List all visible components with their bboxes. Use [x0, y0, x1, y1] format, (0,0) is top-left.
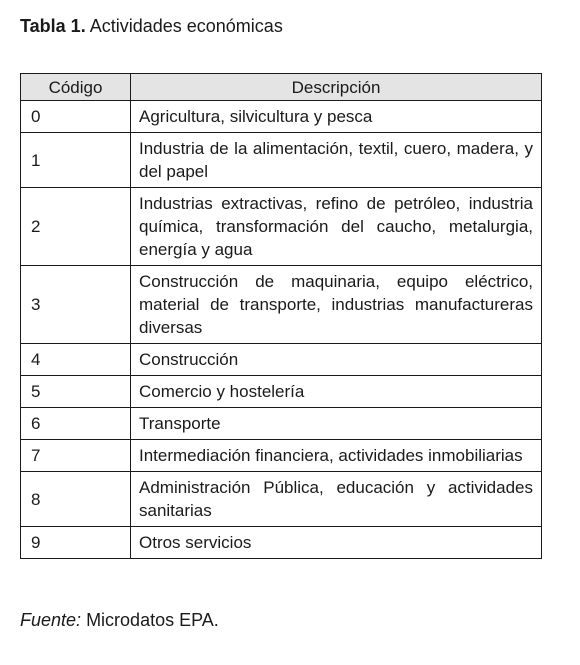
- table-cell-code: 1: [21, 133, 131, 188]
- table-caption: [20, 14, 283, 38]
- table-row: [21, 408, 542, 440]
- table-caption-title: Actividades económicas: [89, 16, 283, 36]
- table-source-note: [20, 608, 219, 632]
- table-cell-description: Industria de la alimentación, textil, cuero, madera, y del papel: [131, 133, 542, 188]
- table-cell-description: Otros servicios: [131, 527, 542, 559]
- table-cell-description: Construcción: [131, 344, 542, 376]
- table-cell-code: 5: [21, 376, 131, 408]
- activities-table: [20, 73, 542, 559]
- table-cell-description: Intermediación financiera, actividades inmobiliarias: [131, 440, 542, 472]
- table-cell-code: 6: [21, 408, 131, 440]
- table-cell-code: 3: [21, 266, 131, 344]
- table-row: [21, 133, 542, 188]
- source-text: Microdatos EPA.: [86, 610, 219, 630]
- table-cell-code: 0: [21, 101, 131, 133]
- table-cell-description: Transporte: [131, 408, 542, 440]
- table-cell-description: Agricultura, silvicultura y pesca: [131, 101, 542, 133]
- table-row: [21, 440, 542, 472]
- table-row: [21, 344, 542, 376]
- column-header-description: Descripción: [131, 74, 542, 101]
- table-row: [21, 101, 542, 133]
- table-cell-code: 8: [21, 472, 131, 527]
- table-cell-code: 4: [21, 344, 131, 376]
- table-row: [21, 266, 542, 344]
- table-cell-code: 2: [21, 188, 131, 266]
- table-header-row: [21, 74, 542, 101]
- table-cell-description: Administración Pública, educación y actividades sanitarias: [131, 472, 542, 527]
- table-row: [21, 527, 542, 559]
- source-label: Fuente:: [20, 610, 82, 630]
- table-cell-description: Construcción de maquinaria, equipo eléctrico, material de transporte, industrias manufactureras diversas: [131, 266, 542, 344]
- table-caption-label: Tabla 1.: [20, 16, 86, 36]
- table-row: [21, 376, 542, 408]
- column-header-code: Código: [21, 74, 131, 101]
- table-cell-code: 7: [21, 440, 131, 472]
- table-row: [21, 188, 542, 266]
- table-row: [21, 472, 542, 527]
- table-cell-description: Comercio y hostelería: [131, 376, 542, 408]
- table-cell-description: Industrias extractivas, refino de petróleo, industria química, transformación del caucho, metalurgia, energía y agua: [131, 188, 542, 266]
- table-cell-code: 9: [21, 527, 131, 559]
